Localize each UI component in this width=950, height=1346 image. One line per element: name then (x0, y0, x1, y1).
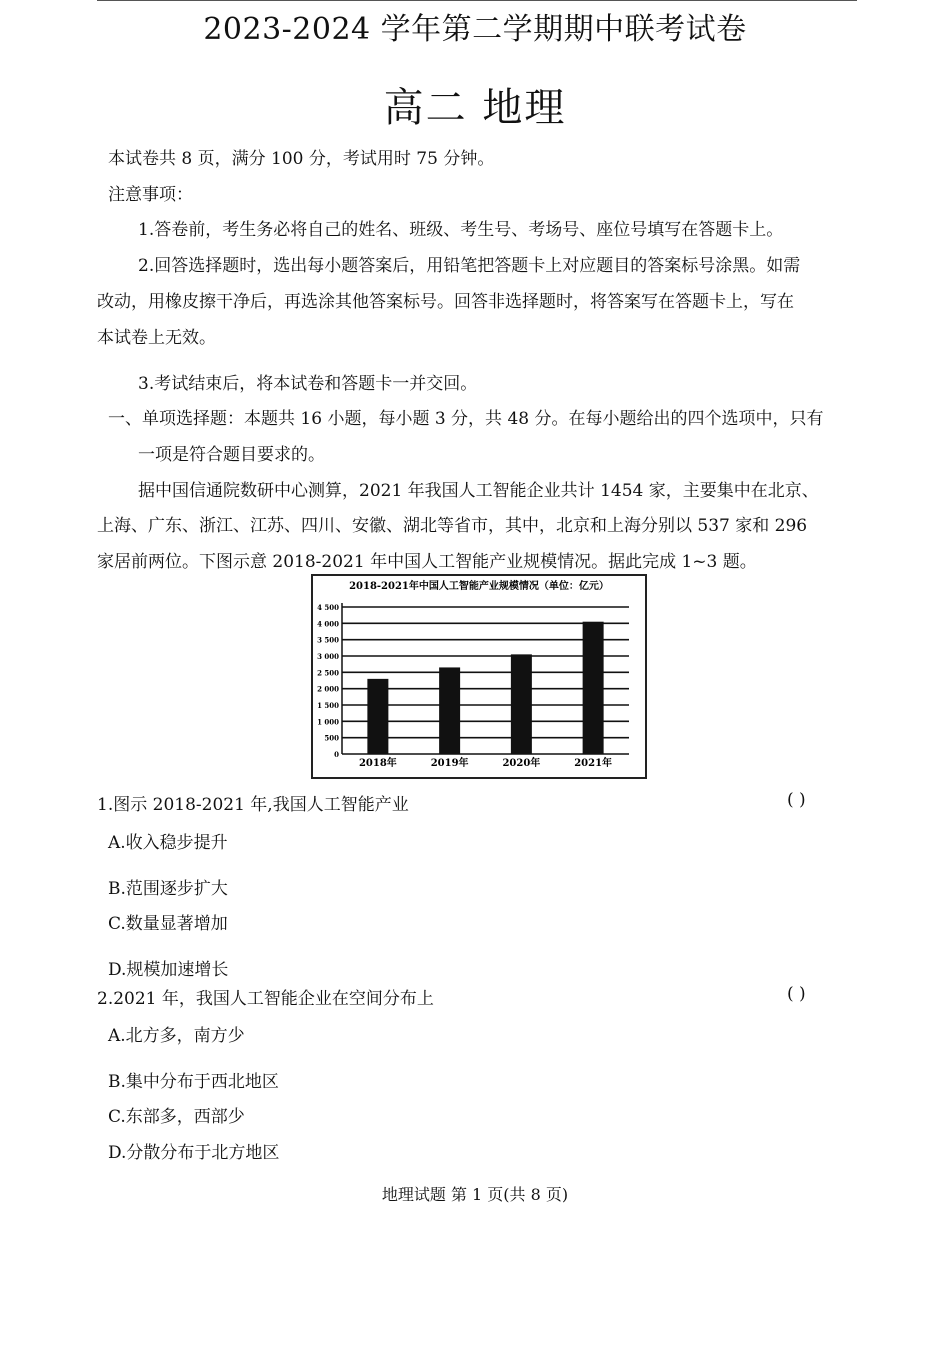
notice-2-line-3: 本试卷上无效。 (97, 328, 216, 348)
y-tick-label: 1 500 (317, 701, 339, 710)
bar-2020年 (511, 654, 532, 754)
question-2-option-b[interactable]: B.集中分布于西北地区 (108, 1072, 279, 1092)
notice-3: 3.考试结束后，将本试卷和答题卡一并交回。 (138, 374, 478, 394)
y-tick-label: 3 500 (317, 635, 339, 645)
question-1-option-a[interactable]: A.收入稳步提升 (108, 833, 228, 853)
passage-line-1: 据中国信通院数研中心测算，2021 年我国人工智能企业共计 1454 家，主要集中在北京、 (138, 481, 819, 501)
top-rule (97, 0, 857, 1)
question-1-option-d[interactable]: D.规模加速增长 (108, 960, 229, 980)
subject-title: 高二 地理 (383, 85, 567, 131)
bar-2019年 (439, 667, 460, 754)
y-tick-label: 2 500 (317, 668, 339, 678)
x-tick-label: 2018年 (358, 758, 397, 769)
question-1-stem: 1.图示 2018-2021 年,我国人工智能产业 (97, 795, 409, 815)
x-tick-label: 2019年 (430, 758, 469, 769)
page-footer: 地理试题 第 1 页(共 8 页) (381, 1185, 569, 1204)
y-tick-label: 4 500 (317, 603, 339, 612)
y-tick-label: 1 000 (317, 717, 339, 727)
bar-2021年 (583, 622, 604, 754)
y-tick-label: 0 (334, 750, 339, 759)
bar-chart (313, 576, 645, 777)
question-1-option-c[interactable]: C.数量显著增加 (108, 914, 228, 934)
x-tick-label: 2020年 (502, 758, 541, 769)
y-tick-label: 3 000 (317, 652, 339, 661)
section-heading-line-1: 一、单项选择题：本题共 16 小题，每小题 3 分，共 48 分。在每小题给出的四个选项中，只有 (108, 409, 824, 429)
y-tick-label: 4 000 (317, 619, 339, 629)
passage-line-2: 上海、广东、浙江、江苏、四川、安徽、湖北等省市，其中，北京和上海分别以 537 家和 296 (97, 516, 808, 536)
question-2-option-d[interactable]: D.分散分布于北方地区 (108, 1143, 280, 1163)
y-tick-label: 500 (324, 733, 339, 743)
bar-2018年 (367, 679, 388, 754)
question-2-option-c[interactable]: C.东部多，西部少 (108, 1107, 245, 1127)
question-2-answer-paren: ( ) (787, 984, 806, 1004)
y-tick-label: 2 000 (317, 684, 339, 694)
notice-title: 注意事项： (108, 185, 193, 205)
intro-text: 本试卷共 8 页，满分 100 分，考试用时 75 分钟。 (108, 149, 495, 169)
notice-1: 1.答卷前，考生务必将自己的姓名、班级、考生号、考场号、座位号填写在答题卡上。 (138, 220, 784, 240)
chart-title: 2018-2021年中国人工智能产业规模情况（单位：亿元） (349, 581, 609, 592)
notice-2-line-1: 2.回答选择题时，选出每小题答案后，用铅笔把答题卡上对应题目的答案标号涂黑。如需 (138, 256, 801, 276)
question-2-option-a[interactable]: A.北方多，南方少 (108, 1026, 245, 1046)
exam-title: 2023-2024 学年第二学期期中联考试卷 (203, 12, 747, 47)
question-2-stem: 2.2021 年，我国人工智能企业在空间分布上 (97, 989, 434, 1009)
passage-line-3: 家居前两位。下图示意 2018-2021 年中国人工智能产业规模情况。据此完成 1~3 题。 (97, 552, 757, 572)
question-1-option-b[interactable]: B.范围逐步扩大 (108, 879, 228, 899)
chart-frame (311, 574, 647, 779)
question-1-answer-paren: ( ) (787, 790, 806, 810)
section-heading-line-2: 一项是符合题目要求的。 (138, 445, 325, 465)
notice-2-line-2: 改动，用橡皮擦干净后，再选涂其他答案标号。回答非选择题时，将答案写在答题卡上，写在 (97, 292, 794, 312)
x-tick-label: 2021年 (574, 758, 613, 769)
